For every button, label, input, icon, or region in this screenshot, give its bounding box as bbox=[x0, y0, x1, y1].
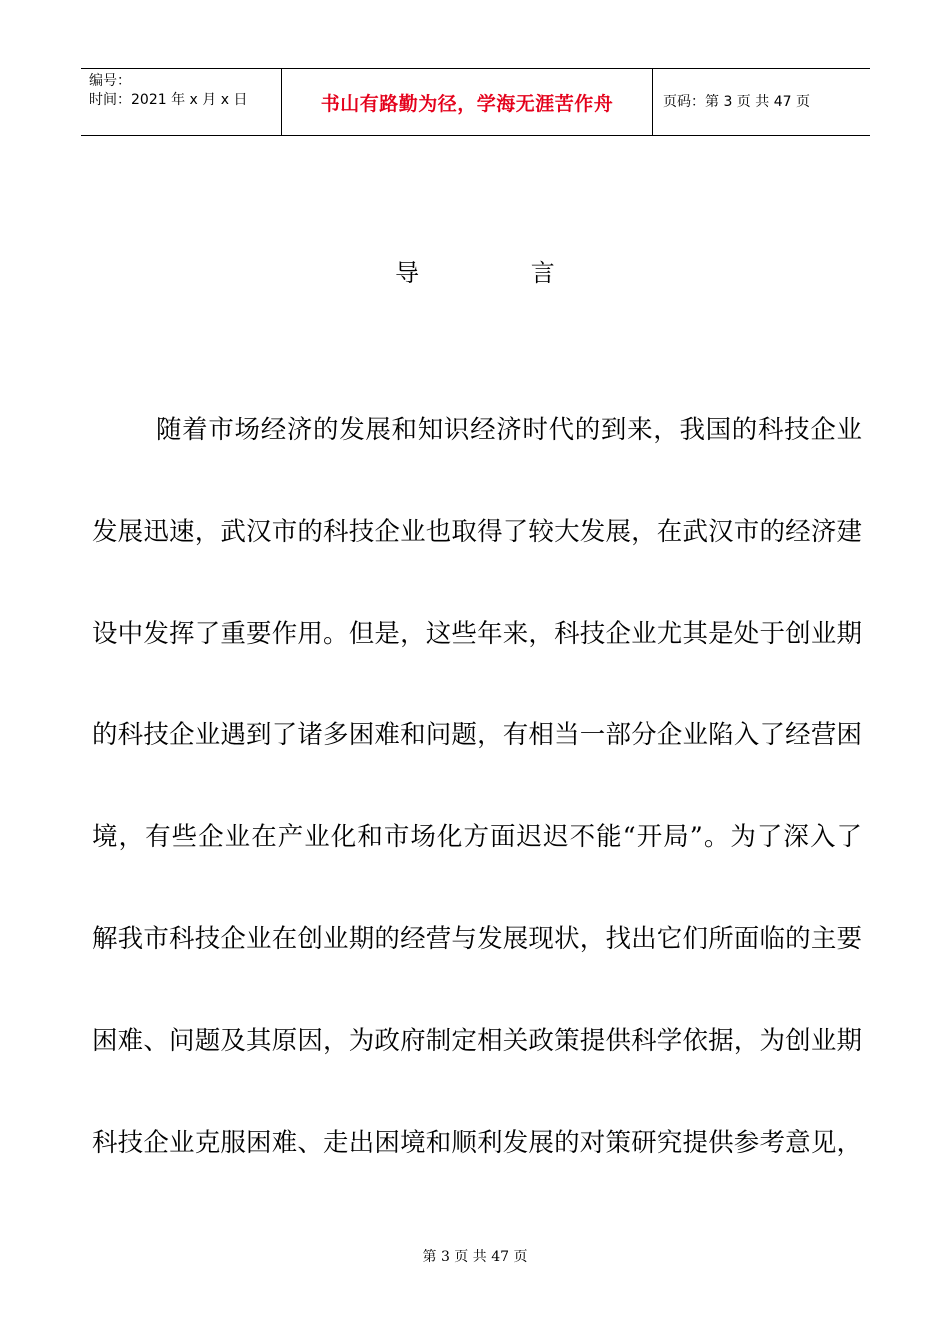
body-line: 发展迅速，武汉市的科技企业也取得了较大发展，在武汉市的经济建 bbox=[92, 516, 862, 547]
document-title: 导 言 bbox=[395, 259, 607, 287]
document-body bbox=[92, 404, 862, 1218]
motto-text: 书山有路勤为径，学海无涯苦作舟 bbox=[320, 92, 614, 115]
body-line: 科技企业克服困难、走出困境和顺利发展的对策研究提供参考意见， bbox=[92, 1127, 862, 1158]
header-table bbox=[81, 68, 870, 136]
body-line: 的科技企业遇到了诸多困难和问题，有相当一部分企业陷入了经营困 bbox=[92, 720, 862, 751]
header-left-cell bbox=[81, 69, 281, 135]
page-info: 页码：第 3 页 共 47 页 bbox=[663, 94, 810, 110]
header-page-cell bbox=[653, 69, 870, 135]
header-motto-cell bbox=[281, 69, 653, 135]
page-footer: 第 3 页 共 47 页 bbox=[422, 1249, 528, 1265]
body-line: 境，有些企业在产业化和市场化方面迟迟不能“开局”。为了深入了 bbox=[92, 822, 862, 853]
body-line: 随着市场经济的发展和知识经济时代的到来，我国的科技企业 bbox=[156, 415, 862, 445]
number-label: 编号： bbox=[89, 73, 131, 89]
body-line: 设中发挥了重要作用。但是，这些年来，科技企业尤其是处于创业期 bbox=[92, 618, 862, 649]
time-label: 时间：2021 年 x 月 x 日 bbox=[89, 92, 248, 108]
body-line: 困难、问题及其原因，为政府制定相关政策提供科学依据，为创业期 bbox=[92, 1025, 862, 1056]
body-line: 解我市科技企业在创业期的经营与发展现状，找出它们所面临的主要 bbox=[92, 923, 862, 954]
